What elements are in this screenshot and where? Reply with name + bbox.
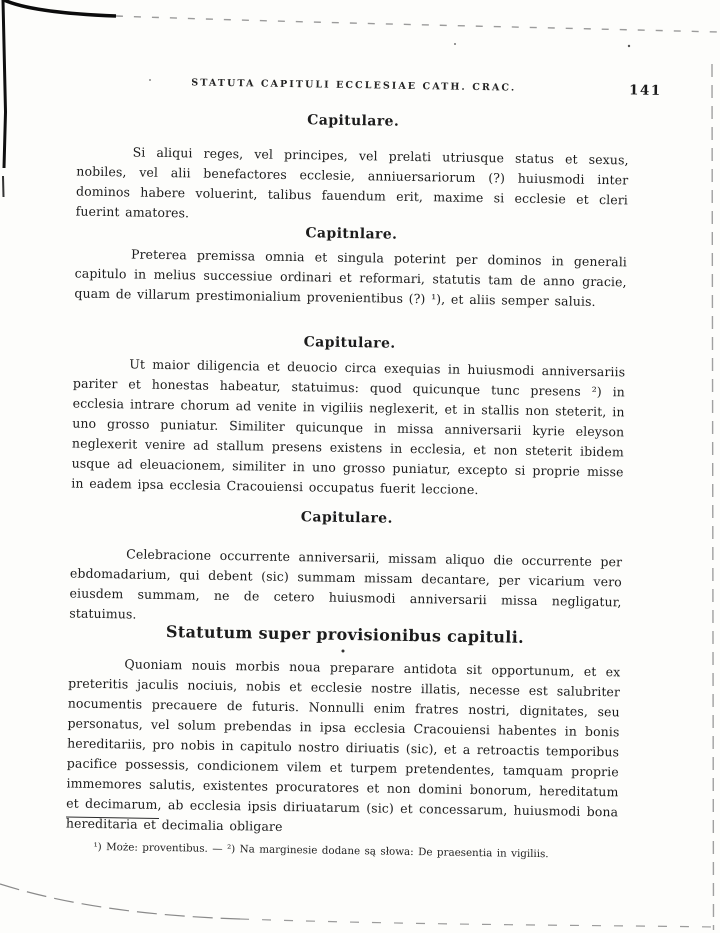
text-block <box>64 68 662 933</box>
section-heading-3: Capitulare. <box>303 334 396 352</box>
section-paragraph-2: Preterea premissa omnia et singula poterint per dominos in generali capitulo in melius successiue ordinari et reformari, statutis tam de anno gracie, quam de villarum prestimonialium provenientibus (?) ¹), et aliis semper saluis. <box>74 246 628 309</box>
page-edge-left-line <box>3 0 6 168</box>
page-edge-top-curve <box>4 0 116 16</box>
section-paragraph-4: Celebracione occurrente anniversarii, missam aliquo die occurrente per ebdomadarium, qui debent (sic) summam missam decantare, per vicarium vero eiusdem summam, ne de cetero huiusmodi anniversarii missa negligatur, statuimus. <box>69 546 623 622</box>
page-number: 141 <box>628 82 662 99</box>
section-paragraph-3: Ut maior diligencia et deuocio circa exequias in huiusmodi anniversariis pariter et honestas habeatur, statuimus: quod quicunque tunc presens ²) in ecclesia intrare chorum ad venite in vigiliis neglexerit, et in stallis non steterit, in uno grosso puniatur. Similiter quicunque in missa anniversarii kyrie eleyson neglexerit venire ad stallum presens existens in ecclesia, et non steterit ibidem usque ad eleuacionem, similiter in uno grosso puniatur, excepto si proprie misse in eadem ipsa ecclesia Cracouiensi occupatus fuerit leccione. <box>71 356 626 498</box>
section-heading-statutum: Statutum super provisionibus capituli. <box>165 622 525 647</box>
ink-speck <box>454 43 456 45</box>
page-edge-top-dashes <box>116 16 718 32</box>
section-heading-1: Capitulare. <box>307 112 400 130</box>
ink-speck <box>628 45 630 47</box>
section-heading-2: Capitnlare. <box>305 225 398 243</box>
page-edge-right-dashes <box>712 64 714 930</box>
running-header: STATUTA CAPITULI ECCLESIAE CATH. CRAC. <box>191 77 517 94</box>
section-paragraph-5: Quoniam nouis morbis noua preparare antidota sit opportunum, et ex preteritis jaculis nociuis, nobis et ecclesie nostre illatis, necesse est salubriter nocumentis precauere de futuris. Nonnulli enim fratres nostri, dignitates, seu personatus, vel solum prebendas in ipsa ecclesia Cracouiensi habentes in bonis hereditariis, pro nobis in capitulo nostro diriuatis (sic), et a retroactis temporibus pacifice possessis, condicionem vilem et turpem pretendentes, tamquam proprie immemores salutis, existentes procuratores et non domini bonorum, hereditatum et decimarum, ab ecclesia ipsis diriuatarum (sic) et concessarum, huiusmodi bona hereditaria et decimalia obligare <box>65 656 621 834</box>
page-edge-left-dash <box>3 176 4 197</box>
footnote-text: ¹) Może: proventibus. — ²) Na marginesie dodane są słowa: De praesentia in vigiliis. <box>93 840 549 861</box>
section-heading-4: Capitulare. <box>300 509 393 527</box>
section-paragraph-1: Si aliqui reges, vel principes, vel prelati utriusque status et sexus, nobiles, vel alii benefactores ecclesie, anniuersariorum (?) huiusmodi inter dominos habere voluerint, talibus fauendum erit, maxime si ecclesie et cleri fuerint amatores. <box>75 144 629 221</box>
